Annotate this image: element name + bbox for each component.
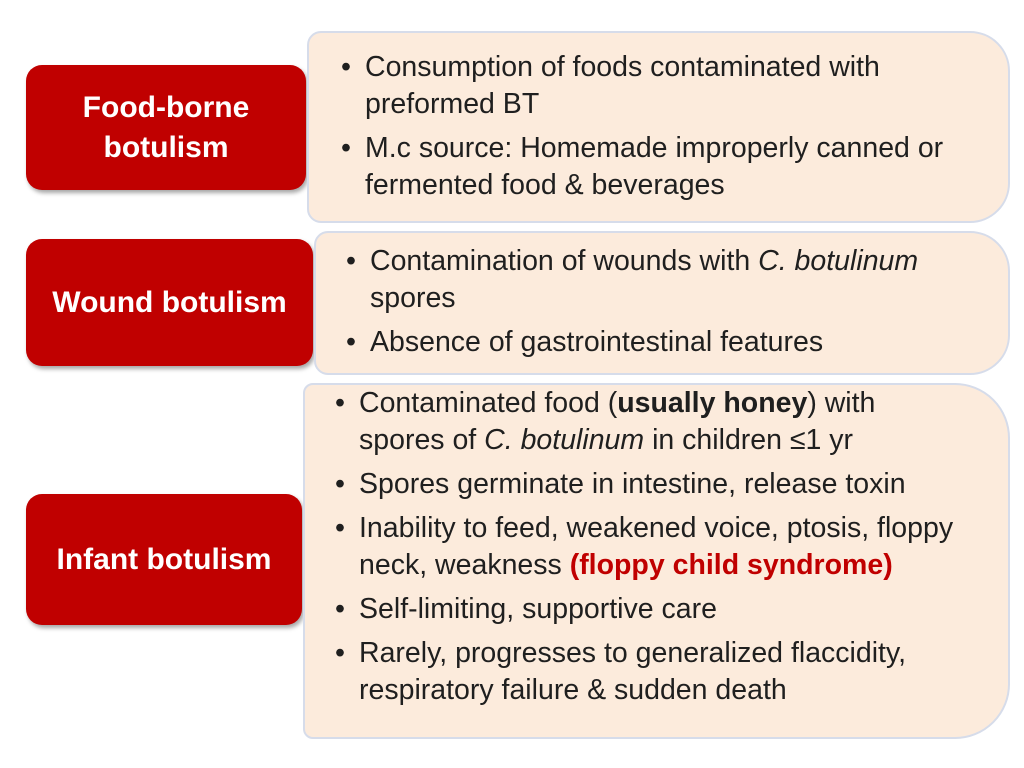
- bullet-text: Absence of gastrointestinal features: [370, 326, 824, 358]
- list-item: • M.c source: Homemade improperly canned or fermented food & beverages: [341, 132, 944, 201]
- bullet-text: Consumption of foods contaminated with preformed BT: [365, 51, 880, 120]
- organism-name: C. botulinum: [484, 424, 645, 456]
- emphasis-text: usually honey: [617, 387, 808, 419]
- infant-botulism-label: [26, 494, 302, 625]
- bullet-text: Rarely, progresses to generalized flaccidity, respiratory failure & sudden death: [359, 637, 907, 706]
- wound-botulism-panel: [314, 231, 1010, 375]
- infant-botulism-panel: [303, 383, 1010, 739]
- list-item: • Inability to feed, weakened voice, ptosis, floppy neck, weakness (floppy child syndrome): [335, 512, 954, 581]
- infant-bullet-list: [335, 385, 968, 709]
- bullet-text: in children ≤1 yr: [644, 424, 854, 456]
- organism-name: C. botulinum: [758, 245, 919, 277]
- bullet-text: Contaminated food (: [359, 387, 618, 419]
- wound-botulism-label-text: Wound botulism: [52, 285, 287, 319]
- wound-bullet-list: [346, 243, 968, 361]
- bullet-text: Self-limiting, supportive care: [359, 593, 717, 625]
- bullet-text: ) with spores of: [359, 387, 876, 456]
- food-borne-botulism-label: [26, 65, 306, 190]
- list-item: • Contamination of wounds with C. botulinum spores: [346, 245, 919, 314]
- list-item: • Contaminated food (usually honey) with spores of C. botulinum in children ≤1 yr: [335, 387, 876, 456]
- syndrome-name: (floppy child syndrome): [569, 549, 893, 581]
- list-item: • Absence of gastrointestinal features: [346, 326, 824, 358]
- list-item: • Rarely, progresses to generalized flaccidity, respiratory failure & sudden death: [335, 637, 907, 706]
- food-borne-bullet-list: [341, 49, 968, 204]
- bullet-text: M.c source: Homemade improperly canned or fermented food & beverages: [365, 132, 944, 201]
- bullet-text: Spores germinate in intestine, release toxin: [359, 468, 906, 500]
- list-item: • Self-limiting, supportive care: [335, 593, 717, 625]
- bullet-text: Inability to feed, weakened voice, ptosis, floppy neck, weakness: [359, 512, 954, 581]
- infant-botulism-label-text: Infant botulism: [56, 542, 272, 576]
- bullet-text: Contamination of wounds with: [370, 245, 759, 277]
- bullet-text: spores: [370, 282, 456, 314]
- wound-botulism-label: [26, 239, 313, 366]
- list-item: • Consumption of foods contaminated with preformed BT: [341, 51, 880, 120]
- food-borne-botulism-panel: [307, 31, 1010, 223]
- list-item: • Spores germinate in intestine, release toxin: [335, 468, 906, 500]
- food-borne-botulism-label-text: Food-borne botulism: [82, 90, 250, 164]
